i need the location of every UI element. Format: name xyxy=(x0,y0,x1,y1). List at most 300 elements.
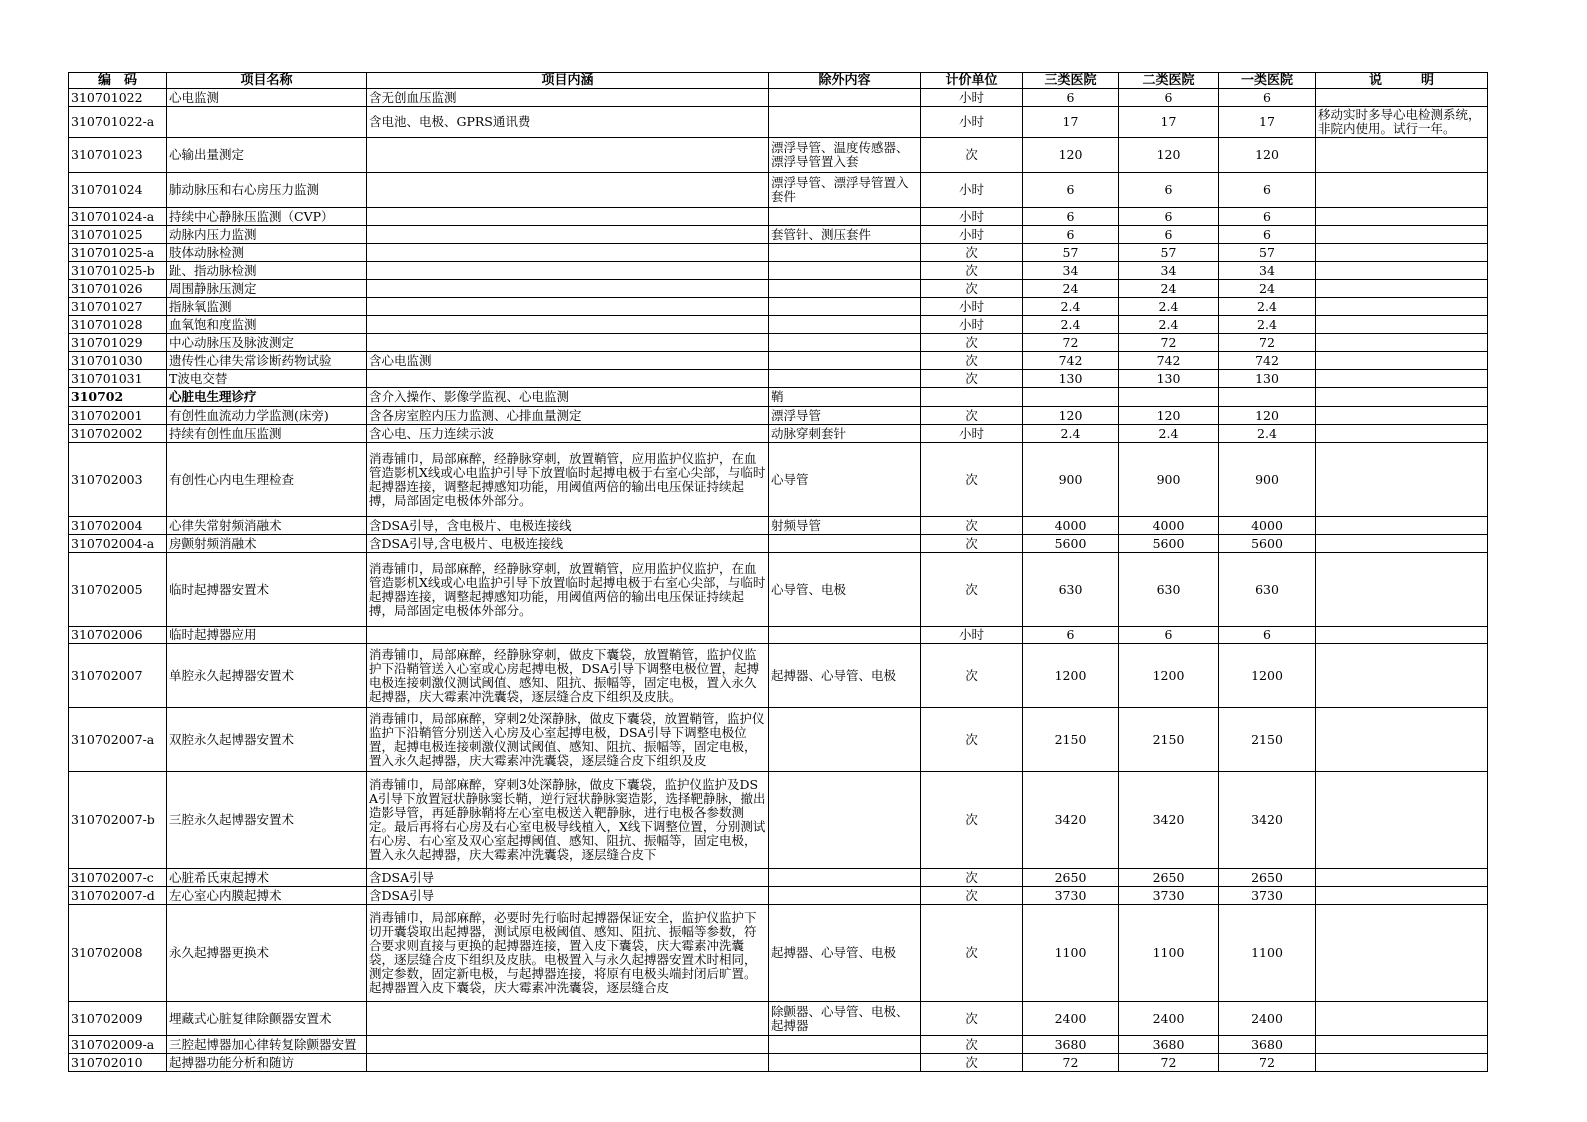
cell-class3-price: 2650 xyxy=(1023,869,1119,887)
cell-code: 310701022-a xyxy=(69,107,167,138)
cell-class1-price: 17 xyxy=(1219,107,1316,138)
cell-code: 310702007 xyxy=(69,644,167,708)
cell-note xyxy=(1316,535,1488,553)
cell-unit: 次 xyxy=(921,535,1023,553)
cell-name: 肢体动脉检测 xyxy=(167,244,367,262)
cell-code: 310701028 xyxy=(69,316,167,334)
cell-unit: 次 xyxy=(921,553,1023,627)
cell-exclusions xyxy=(769,89,921,107)
cell-exclusions xyxy=(769,708,921,772)
cell-exclusions: 漂浮导管 xyxy=(769,407,921,425)
cell-class1-price: 120 xyxy=(1219,407,1316,425)
cell-class2-price: 3420 xyxy=(1119,772,1219,869)
table-row xyxy=(69,89,1488,107)
table-row xyxy=(69,708,1488,772)
cell-unit: 次 xyxy=(921,407,1023,425)
cell-content xyxy=(367,1054,769,1072)
cell-class1-price: 3730 xyxy=(1219,887,1316,905)
cell-code: 310702010 xyxy=(69,1054,167,1072)
cell-note xyxy=(1316,644,1488,708)
cell-class3-price: 1200 xyxy=(1023,644,1119,708)
cell-class3-price: 120 xyxy=(1023,138,1119,173)
cell-class1-price: 72 xyxy=(1219,1054,1316,1072)
cell-exclusions: 动脉穿刺套针 xyxy=(769,425,921,443)
cell-class2-price: 72 xyxy=(1119,334,1219,352)
cell-class1-price: 900 xyxy=(1219,443,1316,517)
cell-class1-price: 1200 xyxy=(1219,644,1316,708)
cell-class1-price: 630 xyxy=(1219,553,1316,627)
cell-content xyxy=(367,316,769,334)
header-class2: 二类医院 xyxy=(1119,73,1219,89)
cell-class2-price: 2400 xyxy=(1119,1002,1219,1036)
cell-class1-price: 57 xyxy=(1219,244,1316,262)
header-name: 项目名称 xyxy=(167,73,367,89)
cell-unit: 小时 xyxy=(921,173,1023,208)
cell-code: 310701026 xyxy=(69,280,167,298)
cell-unit: 次 xyxy=(921,352,1023,370)
table-row xyxy=(69,905,1488,1002)
cell-class3-price: 4000 xyxy=(1023,517,1119,535)
cell-name: 心脏希氏束起搏术 xyxy=(167,869,367,887)
cell-class2-price: 130 xyxy=(1119,370,1219,388)
header-code: 编 码 xyxy=(69,73,167,89)
cell-name: 临时起搏器安置术 xyxy=(167,553,367,627)
cell-name: 左心室心内膜起搏术 xyxy=(167,887,367,905)
cell-class3-price: 2.4 xyxy=(1023,425,1119,443)
table-row xyxy=(69,208,1488,226)
cell-class1-price: 3680 xyxy=(1219,1036,1316,1054)
cell-class3-price: 5600 xyxy=(1023,535,1119,553)
cell-class1-price: 5600 xyxy=(1219,535,1316,553)
cell-unit: 次 xyxy=(921,1054,1023,1072)
cell-exclusions xyxy=(769,627,921,644)
header-unit: 计价单位 xyxy=(921,73,1023,89)
table-row xyxy=(69,316,1488,334)
cell-class1-price: 6 xyxy=(1219,208,1316,226)
cell-unit: 次 xyxy=(921,905,1023,1002)
cell-unit: 次 xyxy=(921,262,1023,280)
cell-code: 310701029 xyxy=(69,334,167,352)
cell-class3-price: 1100 xyxy=(1023,905,1119,1002)
cell-class2-price: 630 xyxy=(1119,553,1219,627)
cell-class1-price: 6 xyxy=(1219,89,1316,107)
cell-note xyxy=(1316,244,1488,262)
cell-name: 埋藏式心脏复律除颤器安置术 xyxy=(167,1002,367,1036)
cell-class3-price: 34 xyxy=(1023,262,1119,280)
cell-class2-price: 6 xyxy=(1119,627,1219,644)
cell-exclusions: 起搏器、心导管、电极 xyxy=(769,905,921,1002)
table-row xyxy=(69,262,1488,280)
cell-unit: 次 xyxy=(921,869,1023,887)
cell-exclusions xyxy=(769,244,921,262)
cell-code: 310701025-a xyxy=(69,244,167,262)
cell-class3-price: 630 xyxy=(1023,553,1119,627)
cell-class3-price: 6 xyxy=(1023,173,1119,208)
cell-code: 310701024 xyxy=(69,173,167,208)
table-row xyxy=(69,244,1488,262)
cell-class1-price: 2.4 xyxy=(1219,316,1316,334)
cell-class2-price: 5600 xyxy=(1119,535,1219,553)
cell-unit: 次 xyxy=(921,1002,1023,1036)
cell-exclusions xyxy=(769,334,921,352)
cell-name: 周围静脉压测定 xyxy=(167,280,367,298)
table-row xyxy=(69,425,1488,443)
cell-code: 310702004 xyxy=(69,517,167,535)
cell-content: 含DSA引导 xyxy=(367,887,769,905)
cell-content: 含无创血压监测 xyxy=(367,89,769,107)
cell-class3-price: 2.4 xyxy=(1023,316,1119,334)
table-row xyxy=(69,1002,1488,1036)
cell-class1-price: 6 xyxy=(1219,226,1316,244)
cell-name: 单腔永久起搏器安置术 xyxy=(167,644,367,708)
cell-content xyxy=(367,298,769,316)
cell-content xyxy=(367,370,769,388)
cell-exclusions: 起搏器、心导管、电极 xyxy=(769,644,921,708)
cell-note xyxy=(1316,334,1488,352)
cell-exclusions xyxy=(769,107,921,138)
table-row xyxy=(69,517,1488,535)
cell-class2-price: 34 xyxy=(1119,262,1219,280)
cell-content: 含DSA引导 xyxy=(367,869,769,887)
cell-class3-price: 3680 xyxy=(1023,1036,1119,1054)
cell-class1-price: 120 xyxy=(1219,138,1316,173)
cell-code: 310701023 xyxy=(69,138,167,173)
cell-note xyxy=(1316,262,1488,280)
cell-note xyxy=(1316,407,1488,425)
table-row xyxy=(69,553,1488,627)
cell-exclusions: 漂浮导管、温度传感器、漂浮导管置入套 xyxy=(769,138,921,173)
cell-exclusions xyxy=(769,352,921,370)
cell-class2-price: 2.4 xyxy=(1119,316,1219,334)
cell-name: 心律失常射频消融术 xyxy=(167,517,367,535)
cell-class1-price: 2.4 xyxy=(1219,298,1316,316)
cell-exclusions: 套管针、测压套件 xyxy=(769,226,921,244)
cell-class1-price: 742 xyxy=(1219,352,1316,370)
cell-class1-price: 34 xyxy=(1219,262,1316,280)
cell-class3-price: 742 xyxy=(1023,352,1119,370)
cell-class3-price xyxy=(1023,388,1119,407)
cell-class3-price: 2150 xyxy=(1023,708,1119,772)
cell-code: 310701031 xyxy=(69,370,167,388)
cell-content xyxy=(367,1036,769,1054)
cell-class1-price: 1100 xyxy=(1219,905,1316,1002)
cell-code: 310702007-a xyxy=(69,708,167,772)
cell-note: 移动实时多导心电检测系统，非院内使用。试行一年。 xyxy=(1316,107,1488,138)
cell-name: 房颤射频消融术 xyxy=(167,535,367,553)
cell-class1-price: 2150 xyxy=(1219,708,1316,772)
cell-class3-price: 17 xyxy=(1023,107,1119,138)
cell-class3-price: 3420 xyxy=(1023,772,1119,869)
cell-note xyxy=(1316,443,1488,517)
cell-note xyxy=(1316,772,1488,869)
cell-class2-price xyxy=(1119,388,1219,407)
cell-class2-price: 742 xyxy=(1119,352,1219,370)
cell-content xyxy=(367,262,769,280)
cell-content: 含心电、压力连续示波 xyxy=(367,425,769,443)
cell-code: 310702005 xyxy=(69,553,167,627)
table-row xyxy=(69,280,1488,298)
table-row xyxy=(69,407,1488,425)
cell-exclusions xyxy=(769,1054,921,1072)
cell-class1-price: 6 xyxy=(1219,173,1316,208)
table-row xyxy=(69,887,1488,905)
cell-class2-price: 17 xyxy=(1119,107,1219,138)
cell-exclusions xyxy=(769,280,921,298)
cell-code: 310702006 xyxy=(69,627,167,644)
cell-class2-price: 120 xyxy=(1119,138,1219,173)
cell-name: 永久起搏器更换术 xyxy=(167,905,367,1002)
cell-unit: 小时 xyxy=(921,627,1023,644)
cell-class2-price: 6 xyxy=(1119,173,1219,208)
cell-exclusions: 射频导管 xyxy=(769,517,921,535)
cell-class2-price: 900 xyxy=(1119,443,1219,517)
cell-code: 310702 xyxy=(69,388,167,407)
cell-name: 持续中心静脉压监测（CVP） xyxy=(167,208,367,226)
cell-note xyxy=(1316,138,1488,173)
cell-unit xyxy=(921,388,1023,407)
cell-class1-price: 6 xyxy=(1219,627,1316,644)
cell-note xyxy=(1316,553,1488,627)
cell-code: 310702001 xyxy=(69,407,167,425)
cell-name: 有创性血流动力学监测(床旁) xyxy=(167,407,367,425)
cell-class1-price: 4000 xyxy=(1219,517,1316,535)
cell-class2-price: 1100 xyxy=(1119,905,1219,1002)
cell-code: 310702007-d xyxy=(69,887,167,905)
cell-exclusions xyxy=(769,316,921,334)
cell-class3-price: 2.4 xyxy=(1023,298,1119,316)
cell-note xyxy=(1316,298,1488,316)
cell-name: 心电监测 xyxy=(167,89,367,107)
cell-note xyxy=(1316,173,1488,208)
cell-unit: 次 xyxy=(921,644,1023,708)
cell-class1-price: 24 xyxy=(1219,280,1316,298)
cell-class2-price: 120 xyxy=(1119,407,1219,425)
cell-unit: 小时 xyxy=(921,316,1023,334)
table-row xyxy=(69,370,1488,388)
cell-unit: 次 xyxy=(921,772,1023,869)
cell-exclusions: 心导管 xyxy=(769,443,921,517)
cell-note xyxy=(1316,905,1488,1002)
cell-name: 心输出量测定 xyxy=(167,138,367,173)
cell-unit: 次 xyxy=(921,280,1023,298)
table-row xyxy=(69,772,1488,869)
cell-exclusions: 除颤器、心导管、电极、起搏器 xyxy=(769,1002,921,1036)
cell-class2-price: 3730 xyxy=(1119,887,1219,905)
cell-exclusions xyxy=(769,535,921,553)
cell-content xyxy=(367,1002,769,1036)
cell-note xyxy=(1316,1036,1488,1054)
cell-unit: 小时 xyxy=(921,89,1023,107)
cell-note xyxy=(1316,627,1488,644)
cell-unit: 次 xyxy=(921,244,1023,262)
cell-class3-price: 6 xyxy=(1023,208,1119,226)
header-class3: 三类医院 xyxy=(1023,73,1119,89)
cell-code: 310702004-a xyxy=(69,535,167,553)
table-row xyxy=(69,1054,1488,1072)
cell-exclusions xyxy=(769,869,921,887)
cell-unit: 小时 xyxy=(921,298,1023,316)
table-row xyxy=(69,1036,1488,1054)
header-class1: 一类医院 xyxy=(1219,73,1316,89)
cell-content: 消毒铺巾，局部麻醉，穿刺3处深静脉，做皮下囊袋，监护仪监护及DSA引导下放置冠状静脉窦长鞘，逆行冠状静脉窦造影，选择靶静脉，撤出造影导管，再延静脉鞘将左心室电极送入靶静脉，进行电极各参数测定。最后再将右心房及右心室电极导线植入，X线下调整位置，分别测试右心房、右心室及双心室起搏阈值、感知、阻抗、振幅等，固定电极，置入永久起搏器，庆大霉素冲洗囊袋，逐层缝合皮下 xyxy=(367,772,769,869)
cell-exclusions xyxy=(769,887,921,905)
cell-class2-price: 6 xyxy=(1119,208,1219,226)
cell-unit: 次 xyxy=(921,887,1023,905)
cell-class1-price: 2650 xyxy=(1219,869,1316,887)
cell-content: 含DSA引导，含电极片、电极连接线 xyxy=(367,517,769,535)
header-content: 项目内涵 xyxy=(367,73,769,89)
cell-name xyxy=(167,107,367,138)
cell-code: 310701025-b xyxy=(69,262,167,280)
cell-class2-price: 1200 xyxy=(1119,644,1219,708)
cell-exclusions: 鞘 xyxy=(769,388,921,407)
cell-unit: 小时 xyxy=(921,425,1023,443)
cell-exclusions xyxy=(769,298,921,316)
table-row xyxy=(69,352,1488,370)
price-table xyxy=(68,72,1488,1072)
cell-name: 双腔永久起博器安置术 xyxy=(167,708,367,772)
table-row xyxy=(69,388,1488,407)
cell-note xyxy=(1316,425,1488,443)
cell-note xyxy=(1316,517,1488,535)
table-row xyxy=(69,334,1488,352)
cell-exclusions xyxy=(769,208,921,226)
cell-content xyxy=(367,226,769,244)
cell-class2-price: 72 xyxy=(1119,1054,1219,1072)
header-row xyxy=(69,73,1488,89)
cell-name: 指脉氧监测 xyxy=(167,298,367,316)
cell-class3-price: 57 xyxy=(1023,244,1119,262)
cell-content: 含DSA引导,含电极片、电极连接线 xyxy=(367,535,769,553)
cell-note xyxy=(1316,352,1488,370)
cell-code: 310702002 xyxy=(69,425,167,443)
table-row xyxy=(69,443,1488,517)
cell-content xyxy=(367,173,769,208)
cell-unit: 次 xyxy=(921,443,1023,517)
cell-content: 消毒铺巾，局部麻醉，经静脉穿刺，放置鞘管，应用监护仪监护，在血管造影机X线或心电监护引导下放置临时起搏电极于右室心尖部，与临时起搏器连接，调整起搏感知功能，用阈值两倍的输出电压保证持续起搏，局部固定电极体外部分。 xyxy=(367,443,769,517)
cell-code: 310701024-a xyxy=(69,208,167,226)
cell-class1-price: 130 xyxy=(1219,370,1316,388)
cell-name: 遗传性心律失常诊断药物试验 xyxy=(167,352,367,370)
cell-code: 310701027 xyxy=(69,298,167,316)
cell-unit: 小时 xyxy=(921,226,1023,244)
cell-class1-price: 2400 xyxy=(1219,1002,1316,1036)
cell-unit: 小时 xyxy=(921,208,1023,226)
cell-class3-price: 120 xyxy=(1023,407,1119,425)
cell-name: 趾、指动脉检测 xyxy=(167,262,367,280)
cell-name: T波电交替 xyxy=(167,370,367,388)
cell-class3-price: 6 xyxy=(1023,89,1119,107)
cell-name: 肺动脉压和右心房压力监测 xyxy=(167,173,367,208)
cell-class2-price: 2.4 xyxy=(1119,425,1219,443)
cell-note xyxy=(1316,388,1488,407)
cell-exclusions xyxy=(769,370,921,388)
cell-content xyxy=(367,208,769,226)
table-row xyxy=(69,138,1488,173)
cell-note xyxy=(1316,708,1488,772)
cell-content: 含介入操作、影像学监视、心电监测 xyxy=(367,388,769,407)
cell-unit: 次 xyxy=(921,708,1023,772)
cell-name: 临时起搏器应用 xyxy=(167,627,367,644)
cell-content xyxy=(367,138,769,173)
cell-code: 310701022 xyxy=(69,89,167,107)
cell-class2-price: 24 xyxy=(1119,280,1219,298)
cell-class3-price: 130 xyxy=(1023,370,1119,388)
cell-content: 消毒铺巾，局部麻醉，经静脉穿刺，做皮下囊袋，放置鞘管，监护仪监护下沿鞘管送入心室或心房起搏电极，DSA引导下调整电极位置，起搏电极连接刺激仪测试阈值、感知、阻抗、振幅等，固定电极，置入永久起搏器，庆大霉素冲洗囊袋，逐层缝合皮下组织及皮肤。 xyxy=(367,644,769,708)
cell-name: 血氧饱和度监测 xyxy=(167,316,367,334)
cell-code: 310702009 xyxy=(69,1002,167,1036)
cell-class1-price xyxy=(1219,388,1316,407)
cell-note xyxy=(1316,316,1488,334)
cell-class2-price: 2.4 xyxy=(1119,298,1219,316)
cell-name: 三腔起博器加心律转复除颤器安置 xyxy=(167,1036,367,1054)
cell-unit: 次 xyxy=(921,138,1023,173)
cell-note xyxy=(1316,1002,1488,1036)
cell-name: 起搏器功能分析和随访 xyxy=(167,1054,367,1072)
cell-class3-price: 2400 xyxy=(1023,1002,1119,1036)
cell-name: 有创性心内电生理检查 xyxy=(167,443,367,517)
cell-exclusions xyxy=(769,262,921,280)
cell-note xyxy=(1316,887,1488,905)
cell-class3-price: 900 xyxy=(1023,443,1119,517)
cell-unit: 次 xyxy=(921,370,1023,388)
table-body xyxy=(69,89,1488,1072)
cell-note xyxy=(1316,280,1488,298)
cell-code: 310702009-a xyxy=(69,1036,167,1054)
cell-code: 310701030 xyxy=(69,352,167,370)
table-row xyxy=(69,226,1488,244)
cell-content: 消毒铺巾，局部麻醉，经静脉穿刺，放置鞘管，应用监护仪监护，在血管造影机X线或心电监护引导下放置临时起搏电极于右室心尖部，与临时起搏器连接，调整起搏感知功能，用阈值两倍的输出电压保证持续起搏，局部固定电极体外部分。 xyxy=(367,553,769,627)
cell-name: 持续有创性血压监测 xyxy=(167,425,367,443)
table-row xyxy=(69,107,1488,138)
table-row xyxy=(69,644,1488,708)
cell-content xyxy=(367,627,769,644)
cell-content: 含电池、电极、GPRS通讯费 xyxy=(367,107,769,138)
cell-code: 310701025 xyxy=(69,226,167,244)
cell-exclusions: 漂浮导管、漂浮导管置入套件 xyxy=(769,173,921,208)
table-row xyxy=(69,535,1488,553)
cell-content: 含各房室腔内压力监测、心排血量测定 xyxy=(367,407,769,425)
cell-note xyxy=(1316,89,1488,107)
table-row xyxy=(69,627,1488,644)
cell-name: 三腔永久起博器安置术 xyxy=(167,772,367,869)
cell-content xyxy=(367,244,769,262)
cell-class3-price: 3730 xyxy=(1023,887,1119,905)
cell-note xyxy=(1316,208,1488,226)
cell-name: 心脏电生理诊疗 xyxy=(167,388,367,407)
cell-note xyxy=(1316,869,1488,887)
cell-class3-price: 72 xyxy=(1023,334,1119,352)
table-row xyxy=(69,869,1488,887)
cell-exclusions xyxy=(769,772,921,869)
table-row xyxy=(69,173,1488,208)
cell-unit: 次 xyxy=(921,1036,1023,1054)
cell-class3-price: 72 xyxy=(1023,1054,1119,1072)
cell-note xyxy=(1316,370,1488,388)
cell-code: 310702007-b xyxy=(69,772,167,869)
cell-name: 动脉内压力监测 xyxy=(167,226,367,244)
cell-class1-price: 3420 xyxy=(1219,772,1316,869)
cell-class2-price: 3680 xyxy=(1119,1036,1219,1054)
cell-class1-price: 72 xyxy=(1219,334,1316,352)
cell-note xyxy=(1316,226,1488,244)
header-notes: 说 明 xyxy=(1316,73,1488,89)
cell-class2-price: 6 xyxy=(1119,226,1219,244)
cell-exclusions: 心导管、电极 xyxy=(769,553,921,627)
cell-content xyxy=(367,334,769,352)
cell-unit: 次 xyxy=(921,517,1023,535)
cell-code: 310702003 xyxy=(69,443,167,517)
